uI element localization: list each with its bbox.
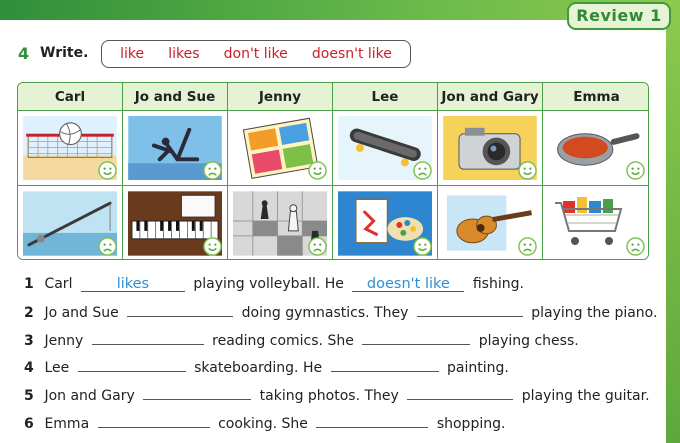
happy-face-icon <box>98 161 117 180</box>
picture-cell <box>543 111 649 186</box>
sad-face-icon <box>308 237 327 256</box>
sentence-number: 4 <box>24 360 34 376</box>
sentence-middle: reading comics. She <box>212 333 354 349</box>
sentence-6 <box>24 413 505 433</box>
sentence-middle: skateboarding. He <box>194 360 323 376</box>
happy-face-icon <box>518 161 537 180</box>
sentence-subject: Jenny <box>44 333 84 349</box>
picture-cell <box>123 186 228 260</box>
sentence-subject: Jo and Sue <box>44 305 119 321</box>
answer-blank[interactable] <box>143 385 251 400</box>
sentence-middle: cooking. She <box>218 416 308 432</box>
picture-cell <box>543 186 649 260</box>
sentence-subject: Jon and Gary <box>44 388 135 404</box>
sad-face-icon <box>518 237 537 256</box>
sad-face-icon <box>98 237 117 256</box>
sad-face-icon <box>626 237 645 256</box>
picture-cell <box>438 186 543 260</box>
answer-blank[interactable] <box>316 413 428 428</box>
happy-face-icon <box>308 161 327 180</box>
word-bank-item: doesn't like <box>311 46 392 62</box>
sentence-1 <box>24 274 524 294</box>
sentence-middle: doing gymnastics. They <box>241 305 409 321</box>
picture-cell <box>123 111 228 186</box>
sentence-number: 1 <box>24 276 34 292</box>
activity-table <box>17 82 649 260</box>
column-header-carl: Carl <box>18 83 123 111</box>
happy-face-icon <box>203 237 222 256</box>
sentence-number: 6 <box>24 416 34 432</box>
picture-cell <box>18 186 123 260</box>
picture-cell <box>333 186 438 260</box>
sentence-5 <box>24 385 650 405</box>
right-edge-bar <box>666 0 680 443</box>
sentence-end: shopping. <box>436 416 506 432</box>
answer-blank[interactable] <box>78 357 186 372</box>
sentence-middle: taking photos. They <box>259 388 399 404</box>
column-header-jo-and-sue: Jo and Sue <box>123 83 228 111</box>
sad-face-icon <box>203 161 222 180</box>
sentence-subject: Lee <box>44 360 70 376</box>
sad-face-icon <box>413 161 432 180</box>
review-badge: Review 1 <box>567 2 671 30</box>
answer-blank[interactable] <box>331 357 439 372</box>
sentence-end: fishing. <box>472 276 524 292</box>
column-header-lee: Lee <box>333 83 438 111</box>
sentence-3 <box>24 330 579 350</box>
picture-cell <box>228 111 333 186</box>
picture-cell <box>438 111 543 186</box>
sentence-end: painting. <box>447 360 509 376</box>
word-bank-item: like <box>120 46 145 62</box>
sentence-number: 3 <box>24 333 34 349</box>
answer-blank[interactable] <box>362 330 470 345</box>
word-bank <box>101 40 411 68</box>
exercise-number: 4 <box>18 44 30 63</box>
sentence-end: playing chess. <box>478 333 579 349</box>
answer-blank[interactable] <box>92 330 204 345</box>
column-header-jenny: Jenny <box>228 83 333 111</box>
answer-blank[interactable]: likes <box>81 277 185 292</box>
answer-blank[interactable] <box>407 385 513 400</box>
sentence-end: playing the guitar. <box>521 388 650 404</box>
picture-cell <box>333 111 438 186</box>
happy-face-icon <box>413 237 432 256</box>
answer-blank[interactable]: doesn't like <box>352 277 464 292</box>
column-header-emma: Emma <box>543 83 649 111</box>
picture-cell <box>228 186 333 260</box>
happy-face-icon <box>626 161 645 180</box>
sentence-end: playing the piano. <box>531 305 658 321</box>
sentence-subject: Carl <box>44 276 73 292</box>
sentence-4 <box>24 357 509 377</box>
sentence-middle: playing volleyball. He <box>193 276 344 292</box>
answer-blank[interactable] <box>98 413 210 428</box>
sentence-number: 5 <box>24 388 34 404</box>
sentence-number: 2 <box>24 305 34 321</box>
word-bank-item: don't like <box>223 46 288 62</box>
exercise-title: Write. <box>40 45 89 61</box>
sentence-subject: Emma <box>44 416 90 432</box>
column-header-jon-and-gary: Jon and Gary <box>438 83 543 111</box>
answer-blank[interactable] <box>417 302 523 317</box>
picture-cell <box>18 111 123 186</box>
word-bank-item: likes <box>168 46 200 62</box>
answer-blank[interactable] <box>127 302 233 317</box>
sentence-2 <box>24 302 657 322</box>
